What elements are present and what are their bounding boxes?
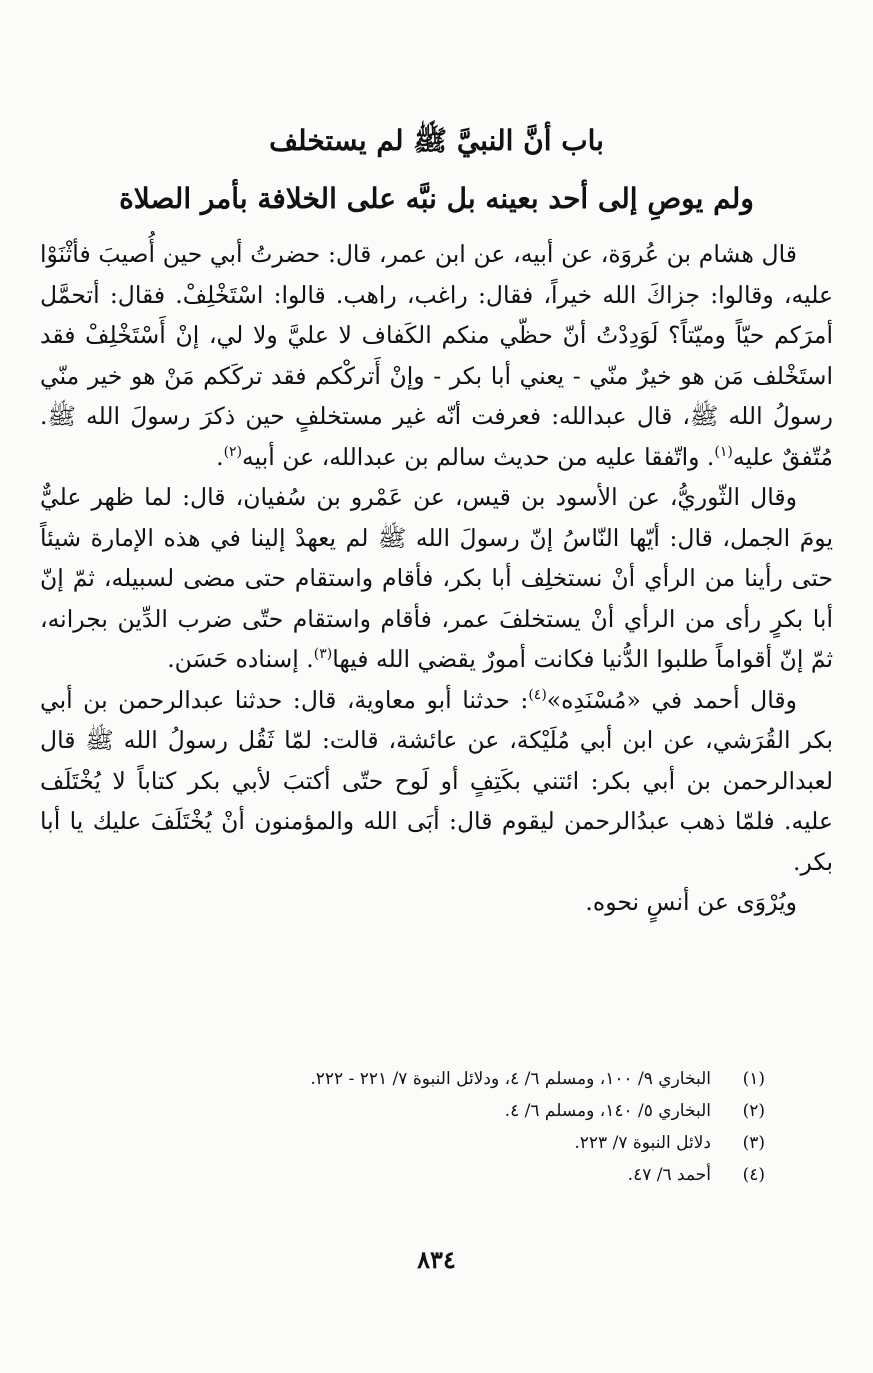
footnote-number: (٢): [742, 1101, 765, 1121]
paragraph-text: قال هشام بن عُروَة، عن أبيه، عن ابن عمر، قال: حضرتُ أبي حين أُصيبَ فأثْنَوْا عليه، وقالوا: جزاكَ الله خيراً، فقال: راغب، راهب. قالوا: اسْتَخْلِفْ. فقال: أتحمَّل أمرَكم حيّاً وميّتاً؟ لَوَدِدْتُ أنّ حظّي منكم الكَفاف لا عليَّ ولا لي، إنْ أَسْتَخْلِفْ فقد استَخْلف مَن هو خيرٌ منّي - يعني أبا بكر - وإنْ أَتركْكم فقد تركَكم مَنْ هو خير منّي رسولُ الله ﷺ، قال عبدالله: فعرفت أنّه غير مستخلفٍ حين ذكرَ رسولَ الله ﷺ. مُتّفقٌ عليه: [40, 240, 833, 471]
chapter-heading: [40, 112, 833, 228]
footnote-ref: (٢): [223, 443, 243, 460]
footnote-number: (١): [742, 1069, 765, 1089]
footnote-text: البخاري ٥/ ١٤٠، ومسلم ٦/ ٤.: [504, 1101, 711, 1121]
footnote-ref: (٣): [313, 646, 333, 663]
paragraph: [40, 477, 833, 680]
footnote-ref: (٤): [528, 686, 547, 703]
chapter-title-line-1: باب أنَّ النبيَّ ﷺ لم يستخلف: [269, 124, 604, 157]
paragraph-text: ويُرْوَى عن أنسٍ نحوه.: [585, 888, 797, 916]
footnote: [40, 1095, 765, 1127]
footnote: [40, 1063, 765, 1095]
chapter-title-line-2: ولم يوصِ إلى أحد بعينه بل نبَّه على الخلافة بأمر الصلاة: [119, 182, 754, 215]
paragraph: [40, 680, 833, 883]
footnote-number: (٣): [742, 1133, 765, 1153]
footnote-number: (٤): [742, 1165, 765, 1185]
paragraph: [40, 234, 833, 477]
footnote: [40, 1127, 765, 1159]
paragraph-tail: .: [216, 442, 224, 471]
footnote-text: أحمد ٦/ ٤٧.: [627, 1165, 711, 1185]
body-text: [40, 234, 833, 923]
paragraph: [40, 882, 833, 923]
paragraph-tail: . واتّفقا عليه من حديث سالم بن عبدالله، عن أبيه: [242, 442, 715, 471]
footnote: [40, 1159, 765, 1191]
page-number: ٨٣٤: [417, 1245, 456, 1274]
paragraph-tail: . إسناده حَسَن.: [167, 645, 314, 673]
footnote-ref: (١): [714, 443, 733, 460]
paragraph-tail: : حدثنا أبو معاوية، قال: حدثنا عبدالرحمن بن أبي بكر القُرَشي، عن ابن أبي مُلَيْكة، عن عائشة، قالت: لمّا ثَقُل رسولُ الله ﷺ قال لعبدالرحمن بن أبي بكر: ائتني بكَتِفٍ أو لَوح حتّى أكتبَ لأبي بكر كتاباً لا يُخْتَلَف عليه. فلمّا ذهب عبدُالرحمن ليقوم قال: أبَى الله والمؤمنون أنْ يُخْتَلَفَ عليك يا أبا بكر.: [40, 685, 833, 876]
footnote-text: دلائل النبوة ٧/ ٢٢٣.: [574, 1133, 711, 1153]
paragraph-text: وقال الثّوريُّ، عن الأسود بن قيس، عن عَمْرو بن سُفيان، قال: لما ظهر عليٌّ يومَ الجمل، قال: أيّها النّاسُ إنّ رسولَ الله ﷺ لم يعهدْ إلينا في هذه الإمارة شيئاً حتى رأينا من الرأي أنْ نستخلِف أبا بكر، فأقام واستقام حتى مضى لسبيله، ثمّ إنّ أبا بكرٍ رأى من الرأي أنْ يستخلفَ عمر، فأقام واستقام حتّى ضرب الدِّين بجرانه، ثمّ إنّ أقواماً طلبوا الدُّنيا فكانت أمورٌ يقضي الله فيها: [40, 483, 833, 673]
footnotes: [40, 1063, 765, 1191]
paragraph-text: وقال أحمد في «مُسْنَدِه»: [546, 685, 797, 714]
footnote-text: البخاري ٩/ ١٠٠، ومسلم ٦/ ٤، ودلائل النبوة ٧/ ٢٢١ - ٢٢٢.: [310, 1069, 711, 1089]
